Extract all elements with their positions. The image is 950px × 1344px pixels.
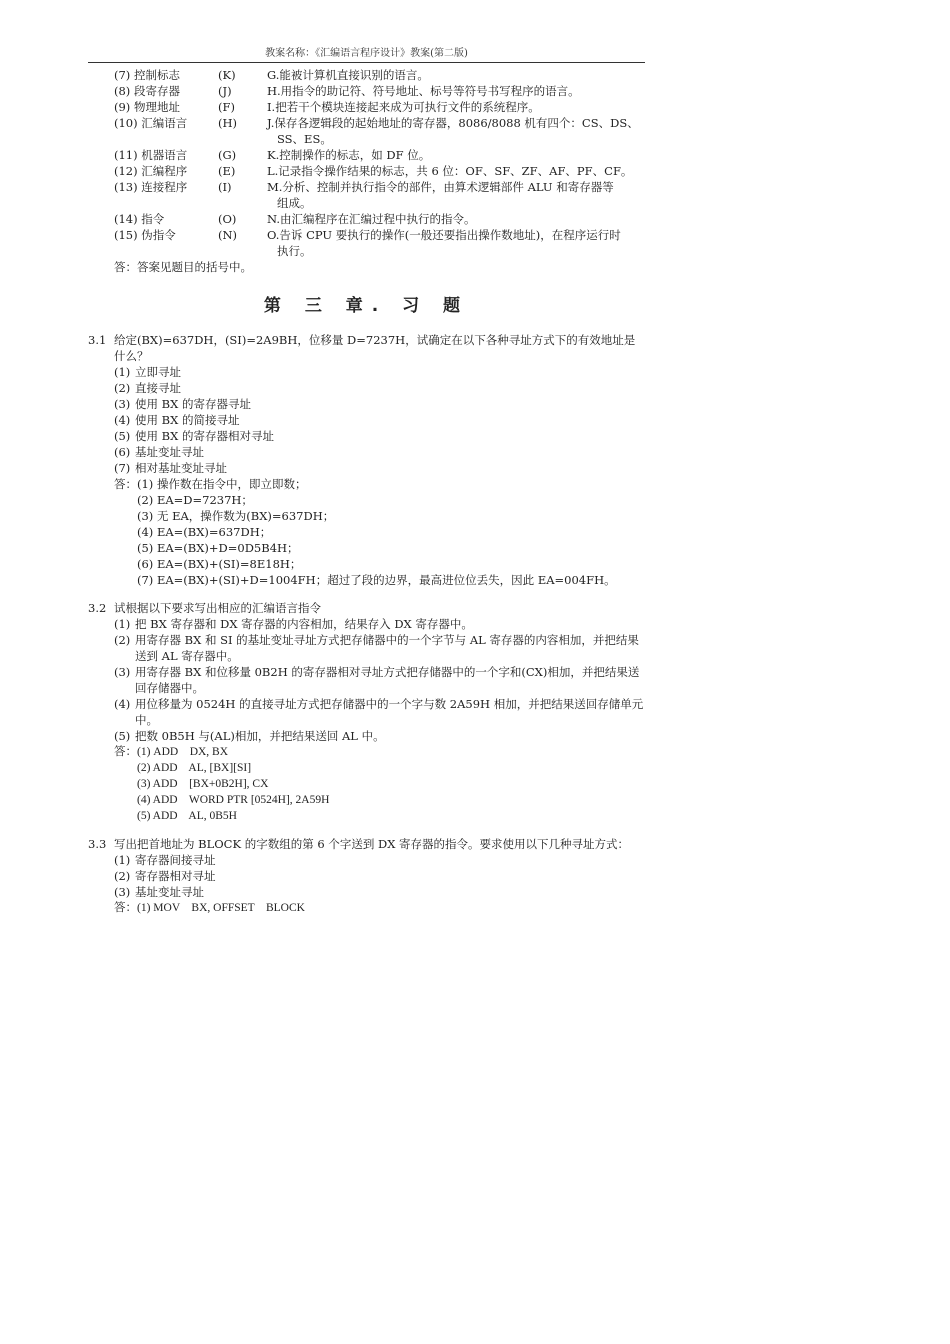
sub-question bbox=[114, 412, 645, 428]
definition-text bbox=[267, 179, 645, 211]
sub-question-number: (1) bbox=[114, 365, 131, 379]
answer-block bbox=[114, 900, 645, 916]
answer-line: 答：(1) ADD DX, BX bbox=[114, 746, 229, 758]
definition-line: K.控制操作的标志，如 DF 位。 bbox=[267, 148, 431, 162]
sub-question-text: 立即寻址 bbox=[135, 365, 181, 379]
sub-question-text: 用寄存器 BX 和 SI 的基址变址寻址方式把存储器中的一个字节与 AL 寄存器的内容相加，并把结果送到 AL 寄存器中。 bbox=[135, 633, 639, 663]
answer-block bbox=[114, 476, 645, 588]
sub-question-list bbox=[88, 616, 645, 744]
answer-line: (4) EA=(BX)=637DH； bbox=[137, 525, 272, 539]
matching-answer: 答：答案见题目的括号中。 bbox=[114, 260, 252, 274]
answer-letter: (N) bbox=[218, 228, 238, 242]
sub-question-text: 使用 BX 的简接寻址 bbox=[135, 413, 240, 427]
term-label: (7) 控制标志 bbox=[114, 68, 180, 82]
question-number: 3.3 bbox=[88, 837, 107, 851]
term-label: (8) 段寄存器 bbox=[114, 84, 180, 98]
answer-letter: (K) bbox=[218, 68, 236, 82]
answer-line: (6) EA=(BX)+(SI)=8E18H； bbox=[137, 557, 302, 571]
matching-row bbox=[114, 115, 645, 147]
answer-letter: (O) bbox=[218, 212, 237, 226]
sub-question-number: (1) bbox=[114, 617, 131, 631]
answer-letter: (H) bbox=[218, 116, 238, 130]
sub-question bbox=[114, 428, 645, 444]
answer-line: 答：(1) 操作数在指令中，即立即数； bbox=[114, 477, 307, 491]
sub-question-number: (2) bbox=[114, 381, 131, 395]
sub-question bbox=[114, 664, 645, 696]
question-number: 3.1 bbox=[88, 333, 107, 347]
sub-question-number: (5) bbox=[114, 429, 131, 443]
answer-line: (5) EA=(BX)+D=0D5B4H； bbox=[137, 541, 299, 555]
definition-text bbox=[267, 67, 645, 83]
definition-continuation: 执行。 bbox=[277, 244, 312, 258]
sub-question-number: (2) bbox=[114, 869, 131, 883]
sub-question-number: (1) bbox=[114, 853, 131, 867]
sub-question-text: 用寄存器 BX 和位移量 0B2H 的寄存器相对寻址方式把存储器中的一个字和(CX)相加，并把结果送回存储器中。 bbox=[135, 665, 640, 695]
question-text: 写出把首地址为 BLOCK 的字数组的第 6 个字送到 DX 寄存器的指令。要求使用以下几种寻址方式： bbox=[114, 837, 630, 851]
definition-text bbox=[267, 147, 645, 163]
definition-line: J.保存各逻辑段的起始地址的寄存器，8086/8088 机有四个：CS、DS、 bbox=[267, 116, 639, 130]
term-label: (10) 汇编语言 bbox=[114, 116, 188, 130]
sub-question bbox=[114, 460, 645, 476]
sub-question bbox=[114, 632, 645, 664]
answer-line: (2) ADD AL, [BX][SI] bbox=[137, 762, 252, 774]
sub-question bbox=[114, 380, 645, 396]
matching-row bbox=[114, 83, 645, 99]
definition-line: I.把若干个模块连接起来成为可执行文件的系统程序。 bbox=[267, 100, 540, 114]
sub-question bbox=[114, 728, 645, 744]
sub-question-number: (4) bbox=[114, 697, 131, 711]
term-label: (11) 机器语言 bbox=[114, 148, 188, 162]
answer-lines bbox=[114, 492, 645, 588]
sub-question-number: (3) bbox=[114, 665, 131, 679]
definition-line: G.能被计算机直接识别的语言。 bbox=[267, 68, 429, 82]
question-text: 给定(BX)=637DH，(SI)=2A9BH，位移量 D=7237H，试确定在以下各种寻址方式下的有效地址是什么？ bbox=[114, 333, 636, 363]
definition-text bbox=[267, 211, 645, 227]
answer-letter: (I) bbox=[218, 180, 232, 194]
sub-question-number: (5) bbox=[114, 729, 131, 743]
sub-question-text: 用位移量为 0524H 的直接寻址方式把存储器中的一个字与数 2A59H 相加，并把结果送回存储单元中。 bbox=[135, 697, 644, 727]
document-body bbox=[88, 67, 645, 916]
definition-text bbox=[267, 83, 645, 99]
question-3-3 bbox=[88, 836, 645, 916]
sub-question bbox=[114, 364, 645, 380]
term-label: (12) 汇编程序 bbox=[114, 164, 188, 178]
chapter-title: 第 三 章. 习 题 bbox=[263, 296, 470, 316]
matching-row bbox=[114, 147, 645, 163]
sub-question-text: 把数 0B5H 与(AL)相加，并把结果送回 AL 中。 bbox=[135, 729, 385, 743]
definition-line: H.用指令的助记符、符号地址、标号等符号书写程序的语言。 bbox=[267, 84, 580, 98]
term-label: (15) 伪指令 bbox=[114, 228, 176, 242]
definition-line: L.记录指令操作结果的标志，共 6 位：OF、SF、ZF、AF、PF、CF。 bbox=[267, 164, 633, 178]
sub-question bbox=[114, 396, 645, 412]
sub-question-number: (3) bbox=[114, 885, 131, 899]
sub-question-text: 使用 BX 的寄存器相对寻址 bbox=[135, 429, 274, 443]
sub-question-number: (4) bbox=[114, 413, 131, 427]
definition-text bbox=[267, 115, 645, 147]
definition-continuation: SS、ES。 bbox=[277, 132, 332, 146]
answer-line: (7) EA=(BX)+(SI)+D=1004FH；超过了段的边界，最高进位位丢失，因此 EA=004FH。 bbox=[137, 573, 616, 587]
sub-question bbox=[114, 884, 645, 900]
matching-row bbox=[114, 163, 645, 179]
definition-line: O.告诉 CPU 要执行的操作(一般还要指出操作数地址)，在程序运行时 bbox=[267, 228, 621, 242]
sub-question bbox=[114, 444, 645, 460]
answer-line: (3) 无 EA，操作数为(BX)=637DH； bbox=[137, 509, 335, 523]
sub-question-list bbox=[88, 364, 645, 476]
sub-question-text: 基址变址寻址 bbox=[135, 445, 204, 459]
definition-line: N.由汇编程序在汇编过程中执行的指令。 bbox=[267, 212, 476, 226]
answer-line: (3) ADD [BX+0B2H], CX bbox=[137, 778, 269, 790]
question-3-1 bbox=[88, 332, 645, 588]
answer-line: (5) ADD AL, 0B5H bbox=[137, 810, 237, 822]
sub-question bbox=[114, 616, 645, 632]
sub-question-number: (2) bbox=[114, 633, 131, 647]
term-label: (13) 连接程序 bbox=[114, 180, 188, 194]
matching-row bbox=[114, 211, 645, 227]
page-header: 教案名称：《汇编语言程序设计》教案(第二版) bbox=[88, 47, 645, 63]
answer-line: 答：(1) MOV BX, OFFSET BLOCK bbox=[114, 902, 305, 914]
matching-row bbox=[114, 179, 645, 211]
answer-letter: (F) bbox=[218, 100, 235, 114]
matching-row bbox=[114, 99, 645, 115]
sub-question bbox=[114, 696, 645, 728]
sub-question-text: 直接寻址 bbox=[135, 381, 181, 395]
definition-line: M.分析、控制并执行指令的部件，由算术逻辑部件 ALU 和寄存器等 bbox=[267, 180, 614, 194]
definition-text bbox=[267, 99, 645, 115]
answer-letter: (J) bbox=[218, 84, 232, 98]
sub-question-text: 基址变址寻址 bbox=[135, 885, 204, 899]
matching-row bbox=[114, 67, 645, 83]
sub-question bbox=[114, 852, 645, 868]
question-number: 3.2 bbox=[88, 601, 107, 615]
question-3-2 bbox=[88, 600, 645, 824]
term-label: (14) 指令 bbox=[114, 212, 165, 226]
sub-question-text: 把 BX 寄存器和 DX 寄存器的内容相加，结果存入 DX 寄存器中。 bbox=[135, 617, 473, 631]
sub-question-text: 寄存器相对寻址 bbox=[135, 869, 216, 883]
answer-line: (4) ADD WORD PTR [0524H], 2A59H bbox=[137, 794, 330, 806]
answer-letter: (G) bbox=[218, 148, 237, 162]
definition-text bbox=[267, 227, 645, 259]
sub-question-number: (6) bbox=[114, 445, 131, 459]
sub-question-number: (3) bbox=[114, 397, 131, 411]
sub-question-text: 寄存器间接寻址 bbox=[135, 853, 216, 867]
definition-text bbox=[267, 163, 645, 179]
term-label: (9) 物理地址 bbox=[114, 100, 180, 114]
answer-line: (2) EA=D=7237H； bbox=[137, 493, 253, 507]
answer-lines bbox=[114, 760, 645, 824]
question-text: 试根据以下要求写出相应的汇编语言指令 bbox=[114, 601, 321, 615]
sub-question-text: 使用 BX 的寄存器寻址 bbox=[135, 397, 251, 411]
sub-question-list bbox=[88, 852, 645, 900]
answer-letter: (E) bbox=[218, 164, 236, 178]
sub-question-number: (7) bbox=[114, 461, 131, 475]
answer-block bbox=[114, 744, 645, 824]
sub-question-text: 相对基址变址寻址 bbox=[135, 461, 227, 475]
sub-question bbox=[114, 868, 645, 884]
matching-row bbox=[114, 227, 645, 259]
definition-continuation: 组成。 bbox=[277, 196, 312, 210]
matching-list bbox=[88, 67, 645, 259]
